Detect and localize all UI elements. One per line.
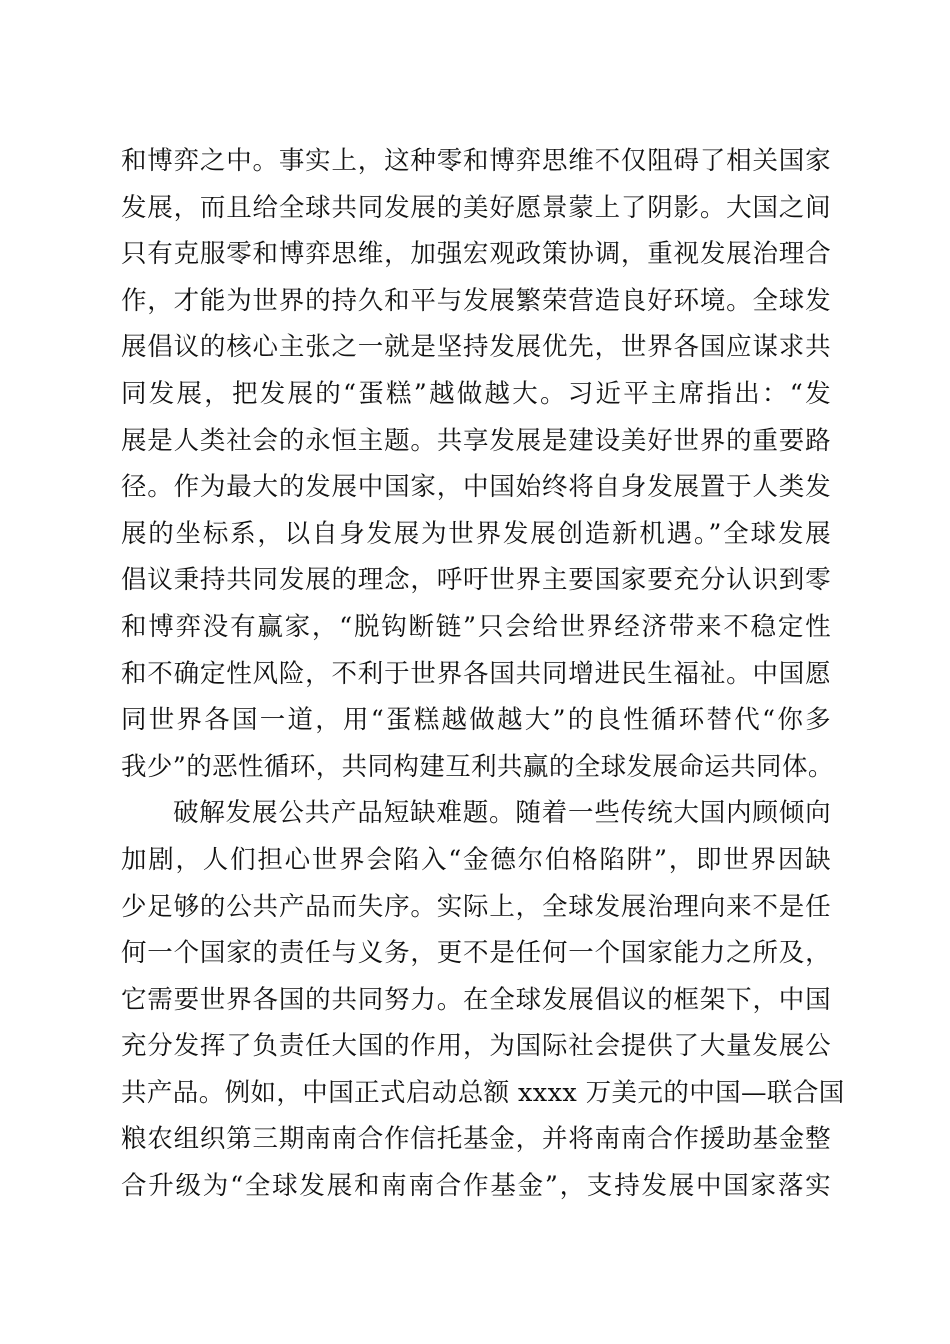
text-line: 和博弈之中。事实上，这种零和博弈思维不仅阻碍了相关国家 [121, 146, 831, 176]
text-line: 粮农组织第三期南南合作信托基金，并将南南合作援助基金整 [121, 1124, 831, 1155]
text-line: 同世界各国一道，用“蛋糕越做越大”的良性循环替代“你多 [121, 705, 831, 736]
paragraph-2 [121, 790, 845, 1209]
text-line: 展是人类社会的永恒主题。共享发展是建设美好世界的重要路 [121, 425, 831, 456]
text-line: 作，才能为世界的持久和平与发展繁荣营造良好环境。全球发 [121, 285, 831, 316]
text-line: 共产品。例如，中国正式启动总额 xxxx 万美元的中国—联合国 [121, 1077, 845, 1108]
text-line: 径。作为最大的发展中国家，中国始终将自身发展置于人类发 [121, 472, 831, 503]
text-line: 少足够的公共产品而失序。实际上，全球发展治理向来不是任 [121, 891, 831, 922]
text-line: 它需要世界各国的共同努力。在全球发展倡议的框架下，中国 [121, 984, 831, 1015]
text-line: 展倡议的核心主张之一就是坚持发展优先，世界各国应谋求共 [121, 332, 831, 363]
text-line: 和不确定性风险，不利于世界各国共同增进民生福祉。中国愿 [121, 658, 831, 689]
text-line: 我少”的恶性循环，共同构建互利共赢的全球发展命运共同体。 [121, 751, 834, 782]
paragraph-1 [121, 138, 834, 790]
text-line: 展的坐标系，以自身发展为世界发展创造新机遇。”全球发展 [121, 518, 831, 549]
body-text [121, 138, 845, 1210]
text-line: 倡议秉持共同发展的理念，呼吁世界主要国家要充分认识到零 [121, 565, 831, 596]
text-line: 只有克服零和博弈思维，加强宏观政策协调，重视发展治理合 [121, 239, 831, 270]
text-line: 加剧，人们担心世界会陷入“金德尔伯格陷阱”，即世界因缺 [121, 844, 831, 875]
text-line: 合升级为“全球发展和南南合作基金”，支持发展中国家落实 [121, 1171, 831, 1202]
text-line: 和博弈没有赢家，“脱钩断链”只会给世界经济带来不稳定性 [121, 611, 831, 642]
text-line: 何一个国家的责任与义务，更不是任何一个国家能力之所及， [121, 938, 831, 969]
text-line: 发展，而且给全球共同发展的美好愿景蒙上了阴影。大国之间 [121, 192, 831, 223]
text-line: 充分发挥了负责任大国的作用，为国际社会提供了大量发展公 [121, 1031, 831, 1062]
text-line: 破解发展公共产品短缺难题。随着一些传统大国内顾倾向 [173, 798, 831, 829]
text-line: 同发展，把发展的“蛋糕”越做越大。习近平主席指出：“发 [121, 378, 831, 409]
